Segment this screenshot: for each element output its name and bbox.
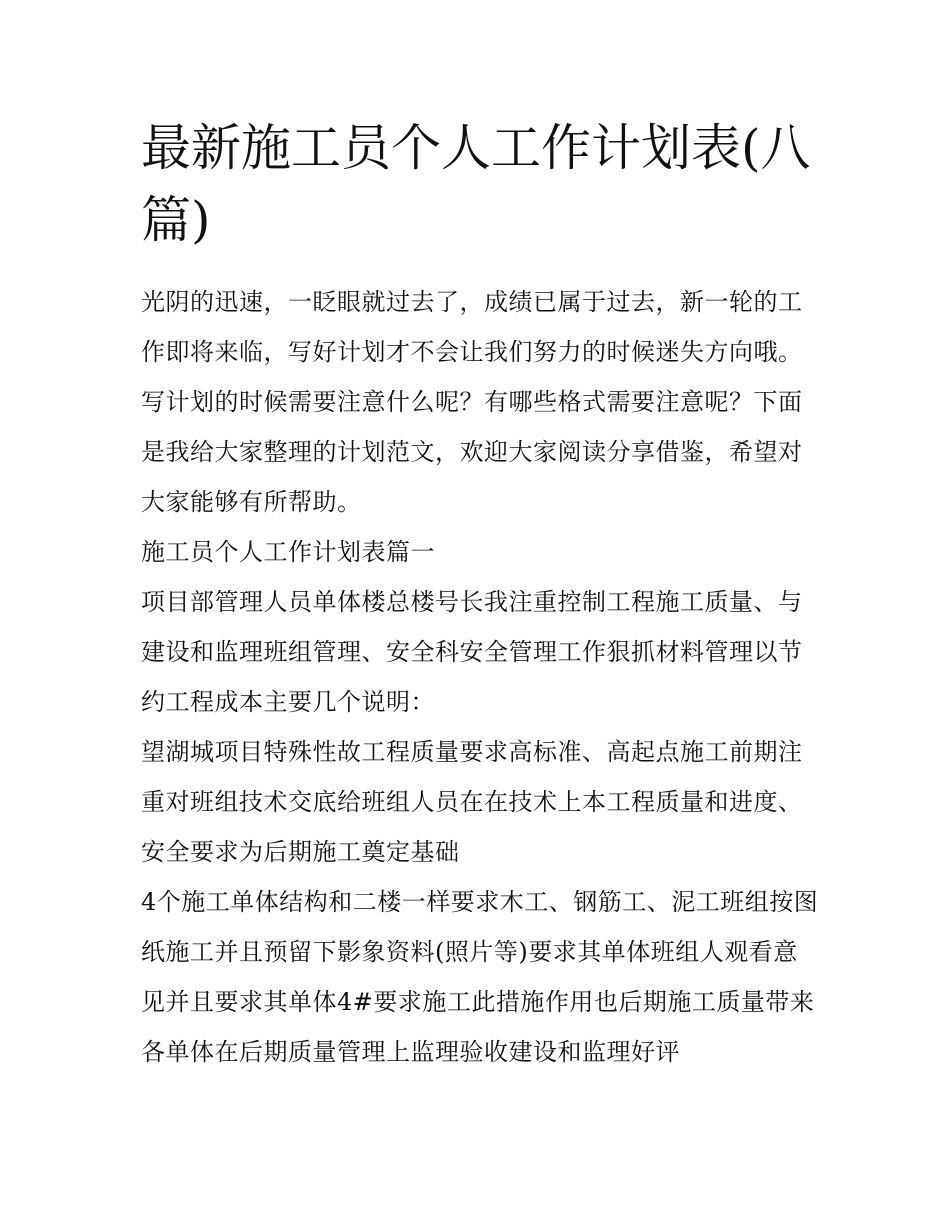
body-paragraph: 项目部管理人员单体楼总楼号长我注重控制工程施工质量、与建设和监理班组管理、安全科安全管理工作狠抓材料管理以节约工程成本主要几个说明： (141, 588, 803, 716)
section-heading: 施工员个人工作计划表篇一 (141, 538, 435, 566)
body-paragraph: 望湖城项目特殊性故工程质量要求高标准、高起点施工前期注重对班组技术交底给班组人员在在技术上本工程质量和进度、安全要求为后期施工奠定基础 (141, 738, 803, 866)
intro-paragraph: 光阴的迅速，一眨眼就过去了，成绩已属于过去，新一轮的工作即将来临，写好计划才不会让我们努力的时候迷失方向哦。写计划的时候需要注意什么呢？有哪些格式需要注意呢？下面是我给大家整理的计划范文，欢迎大家阅读分享借鉴，希望对大家能够有所帮助。 (141, 288, 803, 516)
body-paragraph: 4个施工单体结构和二楼一样要求木工、钢筋工、泥工班组按图纸施工并且预留下影象资料(照片等)要求其单体班组人观看意见并且要求其单体4#要求施工此措施作用也后期施工质量带来各单体在后期质量管理上监理验收建设和监理好评 (141, 888, 819, 1066)
document-title: 最新施工员个人工作计划表(八篇) (141, 119, 811, 249)
document-body (141, 277, 821, 1077)
